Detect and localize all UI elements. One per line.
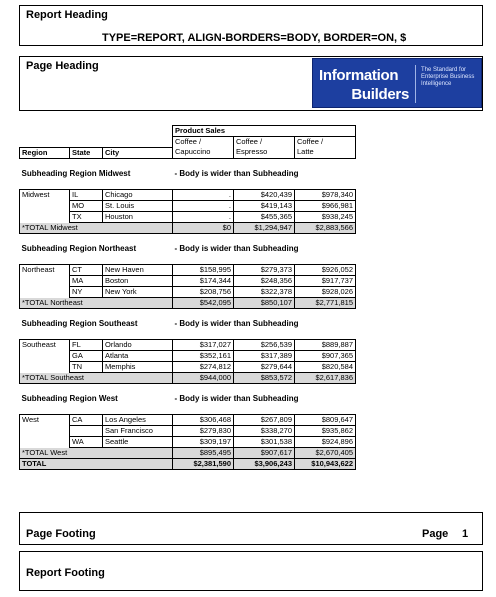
spacer-row	[20, 254, 356, 265]
city-cell: San Francisco	[103, 425, 173, 436]
header-row-products-1	[20, 137, 356, 148]
value-cell-latte: $820,584	[295, 361, 356, 372]
value-cell-espresso: $420,439	[234, 189, 295, 200]
city-cell: Orlando	[103, 339, 173, 350]
spacer-row	[20, 179, 356, 190]
value-cell-capuccino: $274,812	[173, 361, 234, 372]
spacer-row	[20, 404, 356, 415]
table-row	[20, 211, 356, 222]
subtotal-capuccino: $944,000	[173, 372, 234, 383]
value-cell-latte: $978,340	[295, 189, 356, 200]
spacer-cell	[20, 254, 356, 265]
region-cell	[20, 200, 70, 211]
subtotal-espresso: $1,294,947	[234, 222, 295, 233]
value-cell-espresso: $322,378	[234, 286, 295, 297]
state-cell: MO	[70, 200, 103, 211]
col-header-state: State	[70, 147, 103, 158]
subheading-label: Subheading Region Northeast	[21, 243, 137, 253]
table-row	[20, 264, 356, 275]
page-number: 1	[462, 528, 469, 540]
city-cell: Boston	[103, 275, 173, 286]
table-row	[20, 361, 356, 372]
subtotal-capuccino: $0	[173, 222, 234, 233]
state-cell	[70, 425, 103, 436]
value-cell-latte: $926,052	[295, 264, 356, 275]
col-header-espresso-1: Coffee /	[234, 137, 295, 148]
spacer-row	[20, 158, 356, 169]
region-cell	[20, 275, 70, 286]
value-cell-latte: $928,026	[295, 286, 356, 297]
value-cell-espresso: $301,538	[234, 436, 295, 447]
subheading-note: - Body is wider than Subheading	[174, 168, 299, 178]
region-cell: West	[20, 414, 70, 425]
report-table	[19, 125, 356, 470]
spacer-cell	[20, 308, 356, 319]
subtotal-row	[20, 222, 356, 233]
value-cell-capuccino: $174,344	[173, 275, 234, 286]
value-cell-capuccino: $352,161	[173, 350, 234, 361]
value-cell-latte: $907,365	[295, 350, 356, 361]
region-cell	[20, 436, 70, 447]
subtotal-label: *TOTAL Midwest	[20, 222, 173, 233]
header-row-group	[20, 126, 356, 137]
table-row	[20, 425, 356, 436]
city-cell: Atlanta	[103, 350, 173, 361]
subtotal-row	[20, 297, 356, 308]
table-row	[20, 414, 356, 425]
city-cell: Houston	[103, 211, 173, 222]
spacer-cell	[20, 383, 356, 394]
region-cell	[20, 211, 70, 222]
spacer-cell	[20, 329, 356, 340]
subtotal-row	[20, 447, 356, 458]
state-cell: TX	[70, 211, 103, 222]
city-cell: Chicago	[103, 189, 173, 200]
value-cell-latte: $935,862	[295, 425, 356, 436]
subtotal-espresso: $850,107	[234, 297, 295, 308]
subtotal-row	[20, 372, 356, 383]
spacer-cell	[20, 179, 356, 190]
subtotal-espresso: $853,572	[234, 372, 295, 383]
value-cell-capuccino: $279,830	[173, 425, 234, 436]
subtotal-label: *TOTAL West	[20, 447, 173, 458]
subheading-row	[20, 244, 356, 254]
col-header-latte-1: Coffee /	[295, 137, 356, 148]
subtotal-label: *TOTAL Northeast	[20, 297, 173, 308]
state-cell: CT	[70, 264, 103, 275]
value-cell-espresso: $248,356	[234, 275, 295, 286]
subheading-row	[20, 394, 356, 404]
subtotal-label: *TOTAL Southeast	[20, 372, 173, 383]
value-cell-espresso: $279,644	[234, 361, 295, 372]
page-footing-box	[19, 512, 483, 545]
state-cell: GA	[70, 350, 103, 361]
page-label: Page	[422, 528, 449, 540]
region-cell: Northeast	[20, 264, 70, 275]
value-cell-latte: $938,245	[295, 211, 356, 222]
region-cell	[20, 425, 70, 436]
value-cell-latte: $924,896	[295, 436, 356, 447]
spacer-row	[20, 233, 356, 244]
state-cell: NY	[70, 286, 103, 297]
state-cell: IL	[70, 189, 103, 200]
subheading-label: Subheading Region Midwest	[21, 168, 131, 178]
subtotal-latte: $2,771,815	[295, 297, 356, 308]
value-cell-latte: $809,647	[295, 414, 356, 425]
region-cell	[20, 286, 70, 297]
value-cell-capuccino: .	[173, 189, 234, 200]
value-cell-espresso: $256,539	[234, 339, 295, 350]
report-footing-title: Report Footing	[26, 567, 105, 579]
value-cell-capuccino: $306,468	[173, 414, 234, 425]
value-cell-latte: $966,981	[295, 200, 356, 211]
subtotal-espresso: $907,617	[234, 447, 295, 458]
value-cell-espresso: $317,389	[234, 350, 295, 361]
logo-word-information: Information	[319, 67, 399, 84]
table-row	[20, 350, 356, 361]
state-cell: CA	[70, 414, 103, 425]
value-cell-capuccino: .	[173, 200, 234, 211]
value-cell-latte: $889,887	[295, 339, 356, 350]
spacer-cell	[20, 404, 356, 415]
subheading-note: - Body is wider than Subheading	[174, 318, 299, 328]
region-cell: Southeast	[20, 339, 70, 350]
value-cell-capuccino: $309,197	[173, 436, 234, 447]
subheading-label: Subheading Region Southeast	[21, 318, 138, 328]
table-row	[20, 436, 356, 447]
col-header-espresso-2: Espresso	[234, 147, 295, 158]
value-cell-espresso: $267,809	[234, 414, 295, 425]
subheading-row	[20, 319, 356, 329]
city-cell: Seattle	[103, 436, 173, 447]
report-footing-box	[19, 551, 483, 591]
grand-total-capuccino: $2,381,590	[173, 458, 234, 469]
report-heading-subtitle: TYPE=REPORT, ALIGN-BORDERS=BODY, BORDER=ON, $	[102, 32, 407, 44]
grand-total-latte: $10,943,622	[295, 458, 356, 469]
col-header-region: Region	[20, 147, 70, 158]
value-cell-capuccino: $317,027	[173, 339, 234, 350]
spacer-cell	[20, 158, 356, 169]
value-cell-capuccino: $208,756	[173, 286, 234, 297]
region-cell	[20, 361, 70, 372]
col-header-latte-2: Latte	[295, 147, 356, 158]
value-cell-espresso: $279,373	[234, 264, 295, 275]
city-cell: Los Angeles	[103, 414, 173, 425]
subheading-note: - Body is wider than Subheading	[174, 243, 299, 253]
region-cell: Midwest	[20, 189, 70, 200]
state-cell: WA	[70, 436, 103, 447]
table-row	[20, 200, 356, 211]
product-sales-header: Product Sales	[173, 126, 356, 137]
subtotal-latte: $2,883,566	[295, 222, 356, 233]
value-cell-espresso: $455,365	[234, 211, 295, 222]
value-cell-espresso: $419,143	[234, 200, 295, 211]
table-row	[20, 275, 356, 286]
subtotal-capuccino: $895,495	[173, 447, 234, 458]
city-cell: New Haven	[103, 264, 173, 275]
table-row	[20, 286, 356, 297]
subtotal-latte: $2,617,836	[295, 372, 356, 383]
city-cell: Memphis	[103, 361, 173, 372]
spacer-row	[20, 329, 356, 340]
subheading-label: Subheading Region West	[21, 393, 118, 403]
subtotal-latte: $2,670,405	[295, 447, 356, 458]
state-cell: TN	[70, 361, 103, 372]
table-row	[20, 339, 356, 350]
logo-divider	[415, 65, 416, 103]
city-cell: New York	[103, 286, 173, 297]
col-header-city: City	[103, 147, 173, 158]
col-header-capuccino-2: Capuccino	[173, 147, 234, 158]
state-cell: MA	[70, 275, 103, 286]
grand-total-label: TOTAL	[20, 458, 173, 469]
subtotal-capuccino: $542,095	[173, 297, 234, 308]
spacer-row	[20, 308, 356, 319]
value-cell-espresso: $338,270	[234, 425, 295, 436]
value-cell-capuccino: $158,995	[173, 264, 234, 275]
region-cell	[20, 350, 70, 361]
spacer-cell	[20, 233, 356, 244]
state-cell: FL	[70, 339, 103, 350]
report-heading-title: Report Heading	[26, 9, 108, 21]
information-builders-logo	[312, 58, 482, 108]
page-heading-title: Page Heading	[26, 60, 99, 72]
table-row	[20, 189, 356, 200]
value-cell-latte: $917,737	[295, 275, 356, 286]
col-header-capuccino-1: Coffee /	[173, 137, 234, 148]
logo-tagline: The Standard for Enterprise Business Intelligence	[421, 67, 475, 87]
subheading-note: - Body is wider than Subheading	[174, 393, 299, 403]
page-footing-title: Page Footing	[26, 528, 96, 540]
grand-total-espresso: $3,906,243	[234, 458, 295, 469]
value-cell-capuccino: .	[173, 211, 234, 222]
grand-total-row	[20, 458, 356, 469]
subheading-row	[20, 169, 356, 179]
logo-word-builders: Builders	[351, 86, 409, 103]
city-cell: St. Louis	[103, 200, 173, 211]
spacer-row	[20, 383, 356, 394]
header-row-products-2	[20, 147, 356, 158]
report-heading-box	[19, 5, 483, 46]
